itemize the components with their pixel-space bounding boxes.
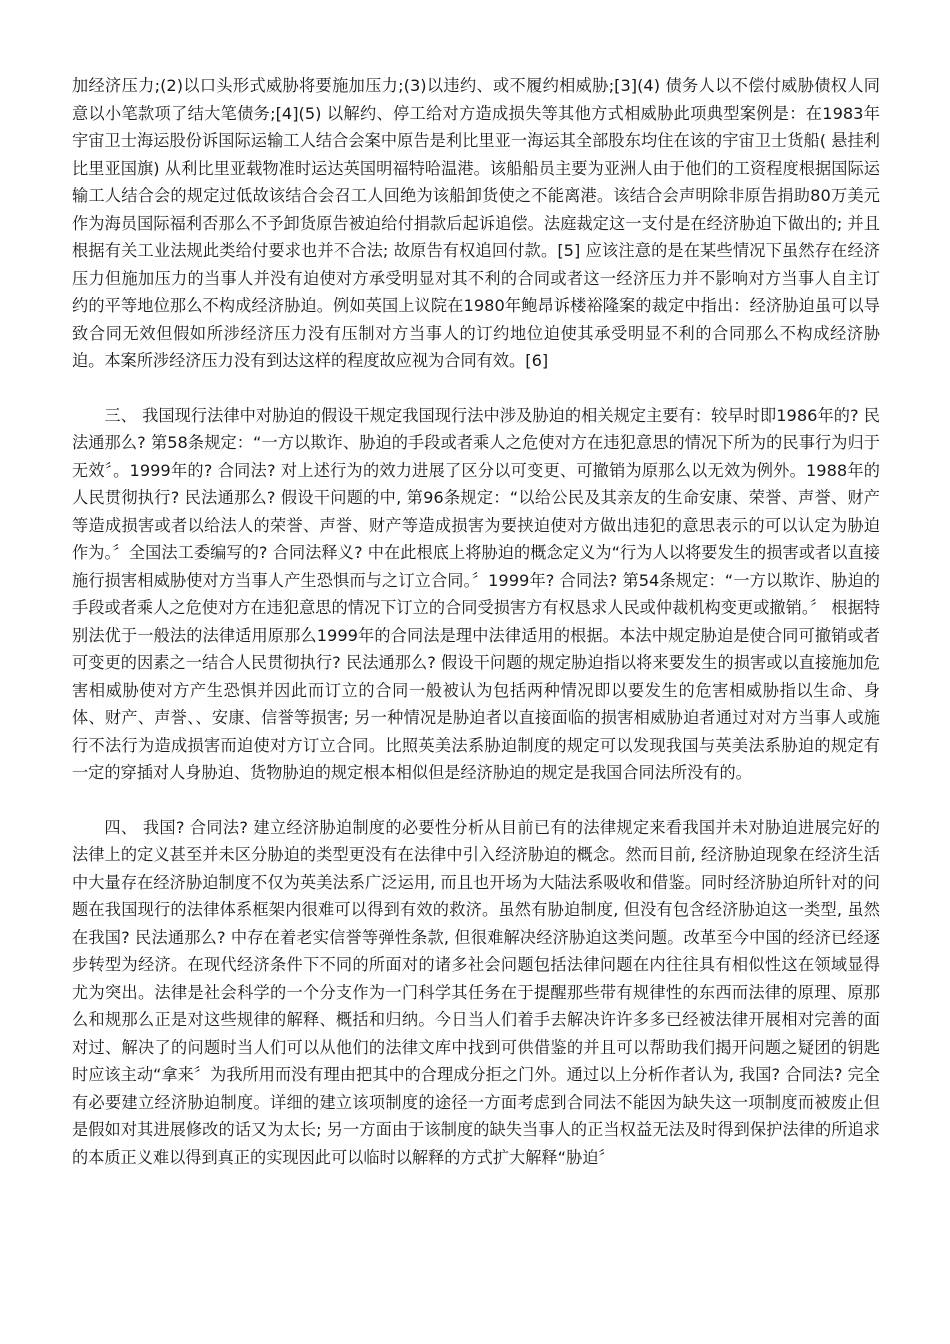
paragraph-section-three: 三、 我国现行法律中对胁迫的假设干规定我国现行法中涉及胁迫的相关规定主要有：较早时即1986年的? 民法通那么? 第58条规定：“一方以欺诈、胁迫的手段或者乘人之危使对方在违犯意思的情况下所为的民事行为归于无效〞。1999年的? 合同法? 对上述行为的效力进展了区分以可变更、可撤销为原那么以无效为例外。1988年的人民贯彻执行? 民法通那么? 假设干问题的中, 第96条规定：“以给公民及其亲友的生命安康、荣誉、声誉、财产等造成损害或者以给法人的荣誉、声誉、财产等造成损害为要挟迫使对方做出违犯的意思表示的可以认定为胁迫作为。〞全国法工委编写的? 合同法释义? 中在此根底上将胁迫的概念定义为“行为人以将要发生的损害或者以直接施行损害相威胁使对方当事人产生恐惧而与之订立合同。〞1999年? 合同法? 第54条规定：“一方以欺诈、胁迫的手段或者乘人之危使对方在违犯意思的情况下订立的合同受损害方有权恳求人民或仲裁机构变更或撤销。〞 根据特别法优于一般法的法律适用原那么1999年的合同法是理中法律适用的根据。本法中规定胁迫是使合同可撤销或者可变更的因素之一结合人民贯彻执行? 民法通那么? 假设干问题的规定胁迫指以将来要发生的损害或以直接施加危害相威胁使对方产生恐惧并因此而订立的合同一般被认为包括两种情况即以要发生的危害相威胁指以生命、身体、财产、声誉、、安康、信誉等损害; 另一种情况是胁迫者以直接面临的损害相威胁迫者通过对对方当事人或施行不法行为造成损害而迫使对方订立合同。比照英美法系胁迫制度的规定可以发现我国与英美法系胁迫的规定有一定的穿插对人身胁迫、货物胁迫的规定根本相似但是经济胁迫的规定是我国合同法所没有的。	[72, 405, 880, 782]
paragraph-section-four: 四、 我国? 合同法? 建立经济胁迫制度的必要性分析从目前已有的法律规定来看我国并未对胁迫进展完好的法律上的定义甚至并未区分胁迫的类型更没有在法律中引入经济胁迫的概念。然而目前, 经济胁迫现象在经济生活中大量存在经济胁迫制度不仅为英美法系广泛运用, 而且也开场为大陆法系吸收和借鉴。同时经济胁迫所针对的问题在我国现行的法律体系框架内很难可以得到有效的救济。虽然有胁迫制度, 但没有包含经济胁迫这一类型, 虽然在我国? 民法通那么? 中存在着老实信誉等弹性条款, 但很难解决经济胁迫这类问题。改革至今中国的经济已经逐步转型为经济。在现代经济条件下不同的所面对的诸多社会问题包括法律问题在内往往具有相似性这在领域显得尤为突出。法律是社会科学的一个分支作为一门科学其任务在于提醒那些带有规律性的东西而法律的原理、原那么和规那么正是对这些规律的解释、概括和归纳。今日当人们着手去解决许许多多已经被法律开展相对完善的面对过、解决了的问题时当人们可以从他们的法律文库中找到可供借鉴的并且可以帮助我们揭开问题之疑团的钥匙时应该主动“拿来〞为我所用而没有理由把其中的合理成分拒之门外。通过以上分析作者认为, 我国? 合同法? 完全有必要建立经济胁迫制度。详细的建立该项制度的途径一方面考虑到合同法不能因为缺失这一项制度而被废止但是假如对其进展修改的话又为太长; 另一方面由于该制度的缺失当事人的正当权益无法及时得到保护法律的所追求的本质正义难以得到真正的实现因此可以临时以解释的方式扩大解释“胁迫〞	[72, 817, 880, 1167]
paragraph-economic-duress-cases: 加经济压力;(2)以口头形式威胁将要施加压力;(3)以违约、或不履约相威胁;[3](4) 债务人以不偿付威胁债权人同意以小笔款项了结大笔债务;[4](5) 以解约、停工给对方造成损失等其他方式相威胁此项典型案例是：在1983年宇宙卫士海运股份诉国际运输工人结合会案中原告是利比里亚一海运其全部股东均住在该的宇宙卫士货船( 悬挂利比里亚国旗) 从利比里亚载物准时运达英国明福特哈温港。该船船员主要为亚洲人由于他们的工资程度根据国际运输工人结合会的规定过低故该结合会召工人回绝为该船卸货使之不能离港。该结合会声明除非原告捐助80万美元作为海员国际福利否那么不予卸货原告被迫给付捐款后起诉追偿。法庭裁定这一支付是在经济胁迫下做出的; 并且根据有关工业法规此类给付要求也并不合法; 故原告有权追回付款。[5] 应该注意的是在某些情况下虽然存在经济压力但施加压力的当事人并没有迫使对方承受明显对其不利的合同或者这一经济压力并不影响对方当事人自主订约的平等地位那么不构成经济胁迫。例如英国上议院在1980年鲍昂诉楼裕隆案的裁定中指出：经济胁迫虽可以导致合同无效但假如所涉经济压力没有压制对方当事人的订约地位迫使其承受明显不利的合同那么不构成经济胁迫。本案所涉经济压力没有到达这样的程度故应视为合同有效。[6]	[72, 76, 880, 370]
document-page	[72, 72, 880, 1171]
